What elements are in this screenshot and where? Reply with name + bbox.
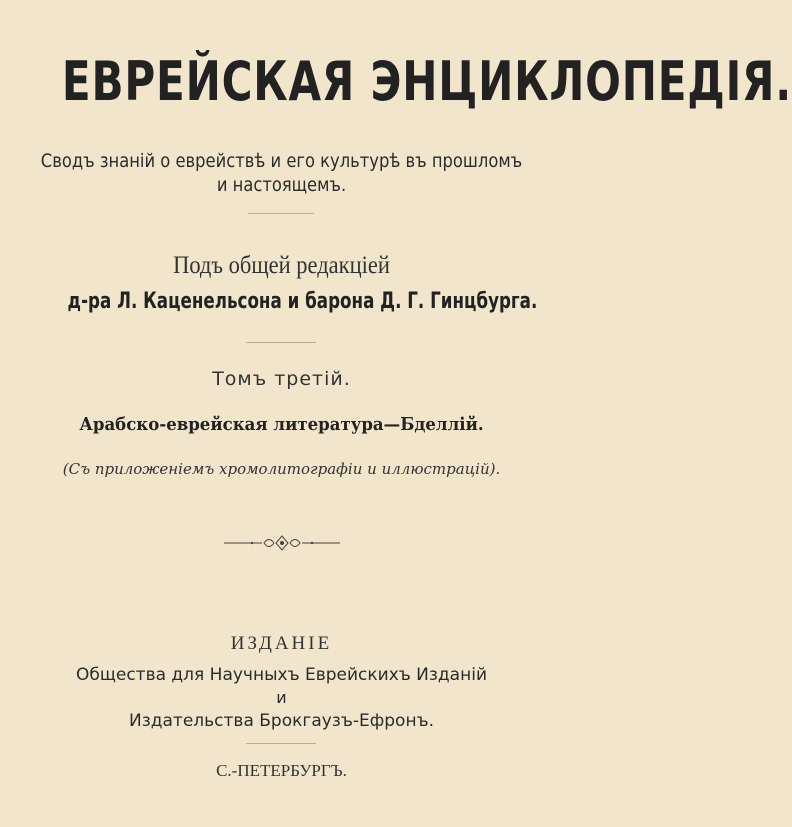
editors-names: д-ра Л. Каценельсона и барона Д. Г. Гинцбурга. — [67, 289, 538, 314]
volume-label: Томъ третій. — [212, 368, 351, 390]
divider-rule — [246, 342, 316, 343]
publisher-line-2: Издательства Брокгаузъ-Ефронъ. — [129, 711, 434, 731]
subtitle-line-2: и настоящемъ. — [216, 174, 347, 196]
ornament-divider-icon — [222, 533, 342, 553]
publisher-conjunction: и — [276, 688, 287, 707]
volume-range: Арабско-еврейская литература—Бделлій. — [79, 414, 484, 435]
divider-rule — [246, 743, 316, 744]
encyclopedia-title: ЕВРЕЙСКАЯ ЭНЦИКЛОПЕДІЯ. — [61, 50, 792, 113]
supplements-note: (Съ приложеніемъ хромолитографіи и иллюстрацій). — [62, 460, 501, 478]
edition-label: ИЗДАНІЕ — [230, 633, 333, 654]
editors-label: Подъ общей редакціей — [173, 252, 390, 279]
city: С.-ПЕТЕРБУРГЪ. — [216, 761, 347, 780]
subtitle-line-1: Сводъ знаній о еврействѣ и его культурѣ въ прошломъ — [40, 150, 523, 172]
divider-rule — [248, 213, 314, 214]
publisher-line-1: Общества для Научныхъ Еврейскихъ Изданій — [75, 665, 487, 685]
